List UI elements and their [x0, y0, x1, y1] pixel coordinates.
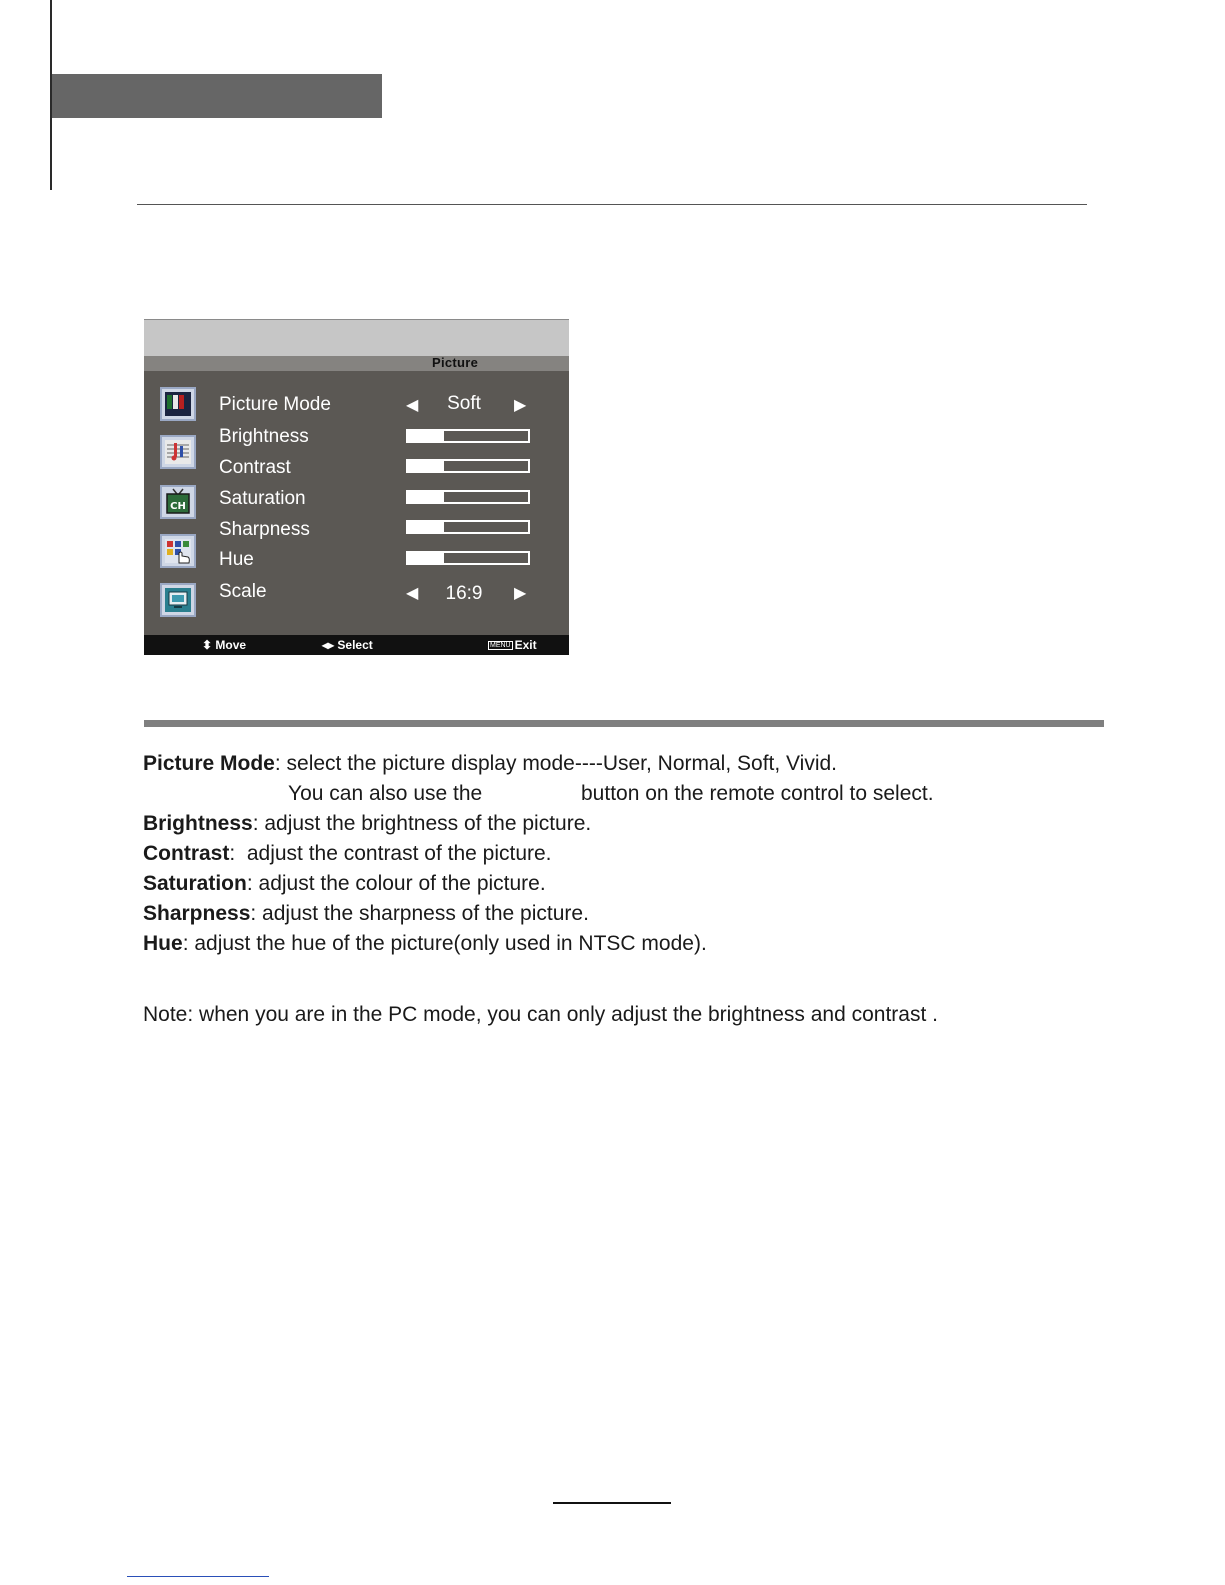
hue-slider[interactable] — [406, 551, 530, 565]
exit-hint: MENU Exit — [490, 638, 537, 652]
osd-menu-title: Picture — [432, 355, 479, 370]
menu-label-sharpness: Sharpness — [219, 519, 310, 540]
screen-icon[interactable] — [160, 583, 196, 617]
contrast-slider[interactable] — [406, 459, 530, 473]
contrast-description: Contrast: adjust the contrast of the picture. — [143, 842, 552, 865]
up-down-arrow-icon: ⬍ — [202, 638, 213, 652]
left-arrow-icon[interactable]: ◀ — [406, 585, 419, 602]
picture-mode-remote-after: button on the remote control to select. — [581, 782, 934, 805]
menu-label-contrast: Contrast — [219, 457, 291, 478]
page-number-rule — [553, 1502, 671, 1504]
channel-icon[interactable] — [160, 485, 196, 519]
section-header-bar — [52, 74, 382, 118]
picture-mode-remote-before: You can also use the — [288, 782, 483, 805]
osd-top-strip — [144, 319, 569, 357]
scale-value[interactable]: 16:9 — [445, 583, 483, 604]
header-divider — [137, 204, 1087, 205]
footer-rule — [127, 1576, 269, 1577]
picture-icon[interactable] — [160, 387, 196, 421]
menu-label-hue: Hue — [219, 549, 254, 570]
function-icon[interactable] — [160, 534, 196, 568]
saturation-description: Saturation: adjust the colour of the picture. — [143, 872, 546, 895]
sharpness-slider[interactable] — [406, 520, 530, 534]
menu-label-scale: Scale — [219, 581, 267, 602]
osd-picture-menu — [144, 319, 569, 655]
pc-mode-note: Note: when you are in the PC mode, you can only adjust the brightness and contrast . — [143, 1003, 938, 1026]
saturation-slider[interactable] — [406, 490, 530, 504]
right-arrow-icon[interactable]: ▶ — [514, 585, 527, 602]
menu-key-icon: MENU — [490, 642, 511, 649]
move-hint: ⬍ Move — [202, 638, 247, 652]
osd-title-bar — [144, 356, 569, 371]
right-arrow-icon[interactable]: ▶ — [514, 397, 527, 414]
sharpness-description: Sharpness: adjust the sharpness of the picture. — [143, 902, 589, 925]
svg-text:CH: CH — [170, 501, 186, 512]
audio-icon[interactable] — [160, 435, 196, 469]
left-arrow-icon[interactable]: ◀ — [406, 397, 419, 414]
menu-label-picture-mode: Picture Mode — [219, 394, 331, 415]
section-divider — [144, 720, 1104, 727]
hue-description: Hue: adjust the hue of the picture(only used in NTSC mode). — [143, 932, 707, 955]
brightness-description: Brightness: adjust the brightness of the picture. — [143, 812, 592, 835]
picture-mode-value[interactable]: Soft — [447, 393, 481, 414]
osd-footer — [144, 635, 569, 655]
left-right-arrow-icon: ◂▸ — [322, 638, 335, 652]
select-hint: ◂▸ Select — [322, 638, 373, 652]
picture-mode-description: Picture Mode: select the picture display mode----User, Normal, Soft, Vivid. — [143, 752, 838, 775]
menu-label-saturation: Saturation — [219, 488, 306, 509]
brightness-slider[interactable] — [406, 429, 530, 443]
menu-label-brightness: Brightness — [219, 426, 309, 447]
